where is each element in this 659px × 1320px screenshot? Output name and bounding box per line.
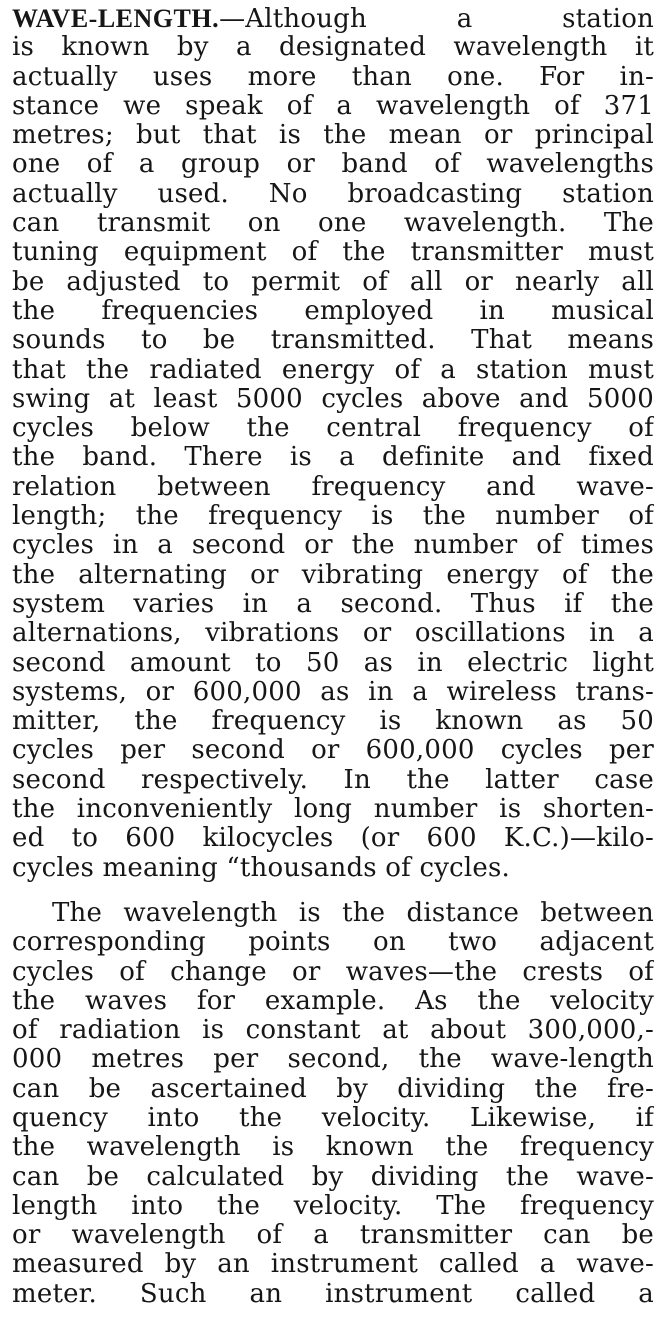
text-line: the alternating or vibrating energy of the bbox=[12, 560, 654, 590]
paragraph-1 bbox=[12, 4, 654, 883]
text-line: sounds to be transmitted. That means bbox=[12, 326, 654, 356]
text-line: quency into the velocity. Likewise, if bbox=[12, 1103, 654, 1133]
text-line: is known by a designated wavelength it bbox=[12, 33, 654, 63]
text-line: can transmit on one wavelength. The bbox=[12, 209, 654, 239]
text-line: systems, or 600,000 as in a wireless trans- bbox=[12, 677, 654, 707]
text-line: be adjusted to permit of all or nearly all bbox=[12, 267, 654, 297]
text-line: cycles per second or 600,000 cycles per bbox=[12, 736, 654, 766]
text-line: cycles of change or waves—the crests of bbox=[12, 957, 654, 987]
text-line: the inconveniently long number is shorten- bbox=[12, 795, 654, 825]
text-line: relation between frequency and wave- bbox=[12, 472, 654, 502]
text-fragment: —Although a station bbox=[219, 4, 654, 34]
text-line: system varies in a second. Thus if the bbox=[12, 589, 654, 619]
text-line: mitter, the frequency is known as 50 bbox=[12, 707, 654, 737]
text-line: the frequencies employed in musical bbox=[12, 296, 654, 326]
text-line: that the radiated energy of a station must bbox=[12, 355, 654, 385]
text-line: swing at least 5000 cycles above and 5000 bbox=[12, 384, 654, 414]
text-line: second amount to 50 as in electric light bbox=[12, 648, 654, 678]
text-line: cycles below the central frequency of bbox=[12, 414, 654, 444]
text-line: corresponding points on two adjacent bbox=[12, 928, 654, 958]
text-line: length into the velocity. The frequency bbox=[12, 1191, 654, 1221]
paragraph-2 bbox=[12, 899, 654, 1309]
text-line: the band. There is a definite and fixed bbox=[12, 443, 654, 473]
text-line: one of a group or band of wavelengths bbox=[12, 150, 654, 180]
text-line: of radiation is constant at about 300,000,- bbox=[12, 1016, 654, 1046]
text-line: meter. Such an instrument called a bbox=[12, 1279, 654, 1309]
text-line: tuning equipment of the transmitter must bbox=[12, 238, 654, 268]
text-line: or wavelength of a transmitter can be bbox=[12, 1221, 654, 1251]
text-line: alternations, vibrations or oscillations in a bbox=[12, 619, 654, 649]
text-line: the waves for example. As the velocity bbox=[12, 986, 654, 1016]
text-line: stance we speak of a wavelength of 371 bbox=[12, 91, 654, 121]
text-line: measured by an instrument called a wave- bbox=[12, 1250, 654, 1280]
text-line: can be ascertained by dividing the fre- bbox=[12, 1074, 654, 1104]
text-line: cycles meaning “thousands of cycles. bbox=[12, 852, 510, 883]
text-line: ed to 600 kilocycles (or 600 K.C.)—kilo- bbox=[12, 824, 654, 854]
text-line: The wavelength is the distance between bbox=[52, 898, 654, 928]
article-column bbox=[12, 4, 654, 1309]
text-line: the wavelength is known the frequency bbox=[12, 1133, 654, 1163]
text-line: metres; but that is the mean or principal bbox=[12, 121, 654, 151]
text-line: actually used. No broadcasting station bbox=[12, 179, 654, 209]
text-line bbox=[12, 4, 654, 33]
text-line: 000 metres per second, the wave-length bbox=[12, 1045, 654, 1075]
text-line: second respectively. In the latter case bbox=[12, 765, 654, 795]
text-line: can be calculated by dividing the wave- bbox=[12, 1162, 654, 1192]
text-line: cycles in a second or the number of times bbox=[12, 531, 654, 561]
article-heading: WAVE-LENGTH. bbox=[12, 4, 220, 33]
text-line: actually uses more than one. For in- bbox=[12, 62, 654, 92]
text-line: length; the frequency is the number of bbox=[12, 502, 654, 532]
